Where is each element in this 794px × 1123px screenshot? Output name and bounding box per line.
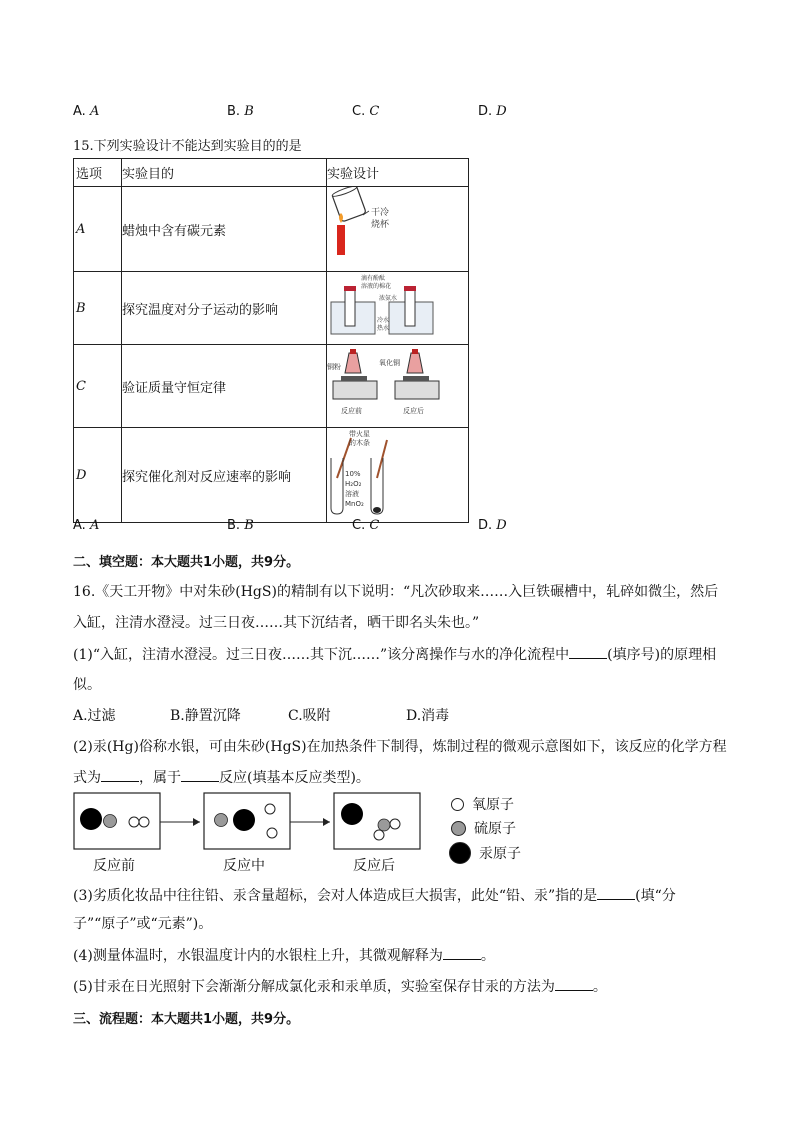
q16-part3-text-b: (填“分 [635,888,676,904]
q16-part5-text-a: (5)甘汞在日光照射下会渐渐分解成氯化汞和汞单质，实验室保存甘汞的方法为 [73,979,555,995]
svg-text:干冷: 干冷 [371,208,390,218]
table-header-row [74,159,469,187]
mercury-atom-icon [449,842,471,864]
answer-blank[interactable] [597,887,635,900]
q16-part2-text-a: 式为 [73,770,101,786]
row-option: A [74,187,122,272]
svg-text:浓氨水: 浓氨水 [379,295,398,302]
legend-oxygen [451,794,514,814]
ammonia-diffusion-diagram [327,272,468,340]
q16-part2-text-c: 反应(填基本反应类型)。 [219,770,370,786]
svg-text:滴有酚酞: 滴有酚酞 [361,275,386,282]
q16-part1-text-a: (1)“入缸，注清水澄浸。过三日夜……其下沉……”该分离操作与水的净化流程中 [73,647,570,663]
row-goal: 探究催化剂对反应速率的影响 [122,428,327,523]
q16-part4-text-a: (4)测量体温时，水银温度计内的水银柱上升，其微观解释为 [73,948,443,964]
choice-b: B.静置沉降 [170,708,241,724]
row-option: B [74,272,122,345]
q15-option-c: C. C [352,518,380,533]
q16-intro-line-2: 入缸，注清水澄浸。过三日夜……其下沉结者，晒干即名头朱也。” [73,615,480,631]
oxygen-atom [265,804,275,814]
candle-icon [337,225,345,255]
svg-text:H₂O₂: H₂O₂ [345,480,362,488]
row-goal: 蜡烛中含有碳元素 [122,187,327,272]
stage-label-after: 反应后 [353,858,395,874]
oxygen-atom [390,819,400,829]
q14-option-d: D. D [478,104,507,119]
q16-part5 [73,976,607,996]
section-heading-fill-in: 二、填空题：本大题共1小题，共9分。 [73,555,300,570]
answer-blank[interactable] [181,769,219,782]
oxygen-atom [129,817,139,827]
q16-part2-text-b: ，属于 [139,770,181,786]
q15-option-b: B. B [227,518,254,533]
q16-part3-text-a: (3)劣质化妆品中往往铅、汞含量超标，会对人体造成巨大损害，此处“铅、汞”指的是 [73,888,598,904]
table-row [74,345,469,428]
q14-option-c: C. C [352,104,380,119]
balance-diagram [327,345,468,423]
choice-c: C.吸附 [288,708,331,724]
oxygen-atom [267,828,277,838]
q16-part4-text-b: 。 [480,948,495,964]
row-design [327,345,469,428]
q15-stem: 15.下列实验设计不能达到实验目的的是 [73,139,302,154]
table-row [74,272,469,345]
q16-part2-line-2 [73,767,370,787]
sulfur-atom [378,819,390,831]
svg-text:烧杯: 烧杯 [371,220,390,230]
oxygen-atom [374,830,384,840]
stage-label-during: 反应中 [223,858,265,874]
row-option: D [74,428,122,523]
section-heading-flow: 三、流程题：本大题共1小题，共9分。 [73,1012,300,1027]
svg-text:溶液的棉花: 溶液的棉花 [361,283,392,290]
q16-part3-cont: 子”“原子”或“元素”)。 [73,916,213,932]
mercury-atom [80,808,102,830]
q15-option-a: A. A [73,518,100,533]
q16-part1-text-b: (填序号)的原理相 [607,647,717,663]
row-goal: 验证质量守恒定律 [122,345,327,428]
svg-text:热水: 热水 [377,325,390,332]
legend-mercury [449,842,521,864]
mercury-atom [341,803,363,825]
legend-label: 汞原子 [479,846,521,862]
table-row [74,187,469,272]
q16-part1-cont: 似。 [73,677,101,693]
mercury-atom [233,809,255,831]
q15-table [73,158,469,523]
answer-blank[interactable] [443,947,481,960]
sulfur-atom-icon [451,821,466,836]
header-goal: 实验目的 [122,159,327,187]
candle-beaker-diagram [327,187,468,267]
oxygen-atom-icon [451,798,464,811]
svg-text:氧化铜: 氧化铜 [379,359,400,367]
table-row [74,428,469,523]
q16-part3 [73,885,676,905]
arrow-icon [323,818,330,826]
q16-intro-line-1: 16.《天工开物》中对朱砂(HgS)的精制有以下说明：“凡次砂取来……入巨铁碾槽中，轧碎如微尘，然后 [73,584,719,600]
oxygen-atom [139,817,149,827]
svg-text:反应前: 反应前 [341,407,362,415]
row-design [327,428,469,523]
q16-part1 [73,644,716,664]
q14-option-a: A. A [73,104,100,119]
svg-text:溶液: 溶液 [345,490,359,498]
reaction-micro-diagram [73,792,433,852]
catalyst-test-tube-diagram [327,428,468,518]
sulfur-atom [104,815,117,828]
answer-blank[interactable] [569,646,607,659]
q15-option-d: D. D [478,518,507,533]
svg-text:的木条: 的木条 [349,439,370,447]
choice-d: D.消毒 [406,708,450,724]
row-design [327,272,469,345]
row-option: C [74,345,122,428]
arrow-icon [193,818,200,826]
header-design: 实验设计 [327,159,469,187]
stage-label-before: 反应前 [93,858,135,874]
q14-option-b: B. B [227,104,254,119]
sulfur-atom [215,814,228,827]
q16-part2-line-1: (2)汞(Hg)俗称水银，可由朱砂(HgS)在加热条件下制得，炼制过程的微观示意图如下，该反应的化学方程 [73,739,727,755]
answer-blank[interactable] [101,769,139,782]
legend-label: 氧原子 [472,797,514,813]
q16-part4 [73,945,495,965]
answer-blank[interactable] [555,978,593,991]
svg-text:带火星: 带火星 [349,430,370,438]
svg-text:反应后: 反应后 [403,407,424,415]
svg-text:10%: 10% [345,470,361,478]
q16-part5-text-b: 。 [592,979,607,995]
svg-text:铜粉: 铜粉 [327,363,341,371]
header-option: 选项 [74,159,122,187]
choice-a: A.过滤 [73,708,116,724]
row-design [327,187,469,272]
legend-sulfur [451,818,516,838]
svg-text:冷水: 冷水 [377,317,390,324]
row-goal: 探究温度对分子运动的影响 [122,272,327,345]
legend-label: 硫原子 [474,821,516,837]
svg-text:MnO₂: MnO₂ [345,500,364,508]
